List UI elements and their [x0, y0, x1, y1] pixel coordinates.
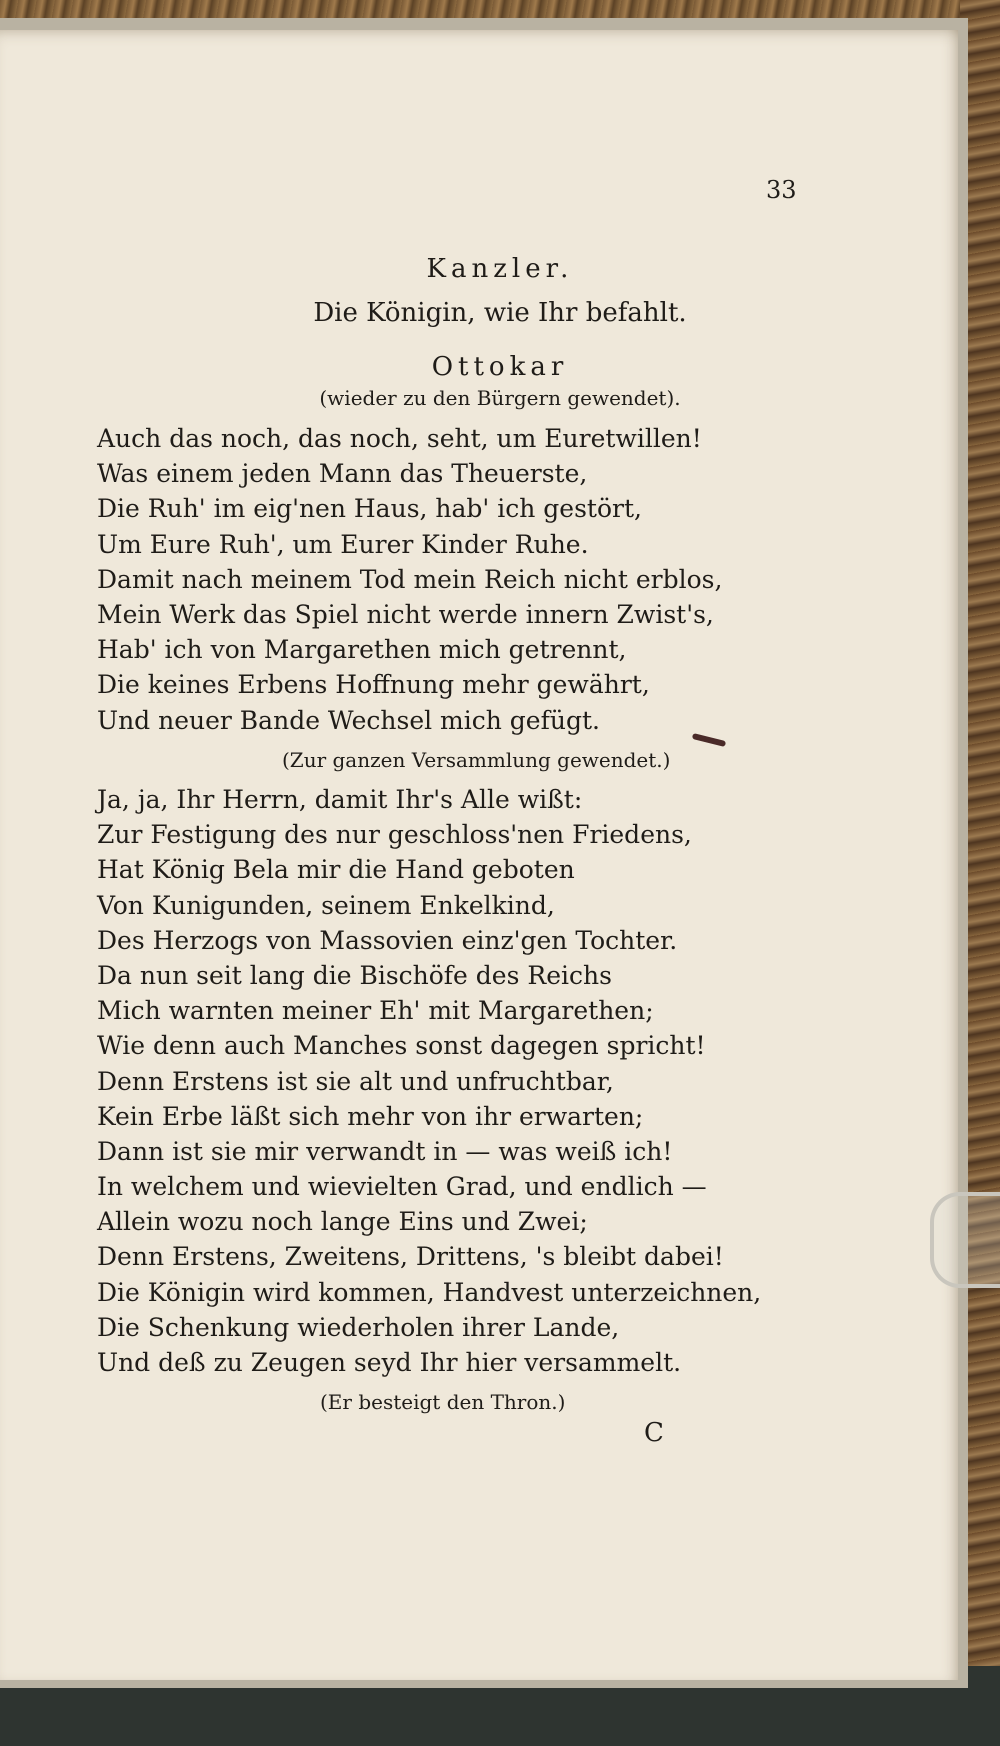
catchword-signature: C [644, 1418, 664, 1448]
verse-line: Um Eure Ruh', um Eurer Kinder Ruhe. [97, 529, 589, 559]
verse-line: Hat König Bela mir die Hand geboten [97, 855, 575, 885]
verse-line: Mich warnten meiner Eh' mit Margarethen; [97, 996, 654, 1026]
speaker-name-ottokar: Ottokar [431, 352, 569, 382]
verse-line: Denn Erstens ist sie alt und unfruchtbar, [97, 1066, 614, 1096]
verse-line: Und deß zu Zeugen seyd Ihr hier versammelt. [97, 1348, 682, 1377]
verse-line: Auch das noch, das noch, seht, um Euretwillen! [97, 424, 702, 453]
verse-line: Zur Festigung des nur geschloss'nen Friedens, [97, 820, 692, 850]
page-clip [930, 1192, 1000, 1288]
verse-block-2 [97, 782, 762, 1380]
speaker-name-kanzler: Kanzler. [426, 254, 574, 284]
verse-line: Was einem jeden Mann das Theuerste, [97, 459, 588, 489]
verse-line: Hab' ich von Margarethen mich getrennt, [97, 635, 627, 665]
verse-line: Des Herzogs von Massovien einz'gen Tochter. [97, 925, 678, 955]
speech-line: Die Königin, wie Ihr befahlt. [313, 298, 687, 328]
verse-line: Da nun seit lang die Bischöfe des Reichs [97, 960, 612, 990]
verse-line: Denn Erstens, Zweitens, Drittens, 's bleibt dabei! [97, 1242, 724, 1272]
page-number: 33 [766, 176, 797, 204]
verse-block-1 [97, 421, 737, 738]
verse-line: Die Schenkung wiederholen ihrer Lande, [97, 1312, 620, 1342]
stage-direction: (Er besteigt den Thron.) [320, 1390, 566, 1414]
verse-line: Von Kunigunden, seinem Enkelkind, [97, 890, 555, 920]
verse-line: Kein Erbe läßt sich mehr von ihr erwarten; [97, 1101, 644, 1131]
verse-line: Die keines Erbens Hoffnung mehr gewährt, [97, 670, 650, 700]
verse-line: Die Ruh' im eig'nen Haus, hab' ich gestört, [97, 494, 642, 524]
verse-line: Dann ist sie mir verwandt in — was weiß ich! [97, 1136, 673, 1166]
verse-line: Ja, ja, Ihr Herrn, damit Ihr's Alle wißt: [97, 785, 583, 814]
stage-direction: (wieder zu den Bürgern gewendet). [319, 386, 681, 410]
verse-line: Damit nach meinem Tod mein Reich nicht erblos, [97, 564, 723, 594]
verse-line: Allein wozu noch lange Eins und Zwei; [97, 1207, 588, 1237]
verse-line: Mein Werk das Spiel nicht werde innern Zwist's, [97, 599, 714, 629]
stage-direction: (Zur ganzen Versammlung gewendet.) [282, 748, 671, 772]
verse-line: In welchem und wievielten Grad, und endlich — [97, 1172, 707, 1202]
verse-line: Die Königin wird kommen, Handvest unterzeichnen, [97, 1277, 762, 1307]
verse-line: Wie denn auch Manches sonst dagegen spricht! [97, 1031, 706, 1061]
verse-line: Und neuer Bande Wechsel mich gefügt. [97, 705, 600, 735]
